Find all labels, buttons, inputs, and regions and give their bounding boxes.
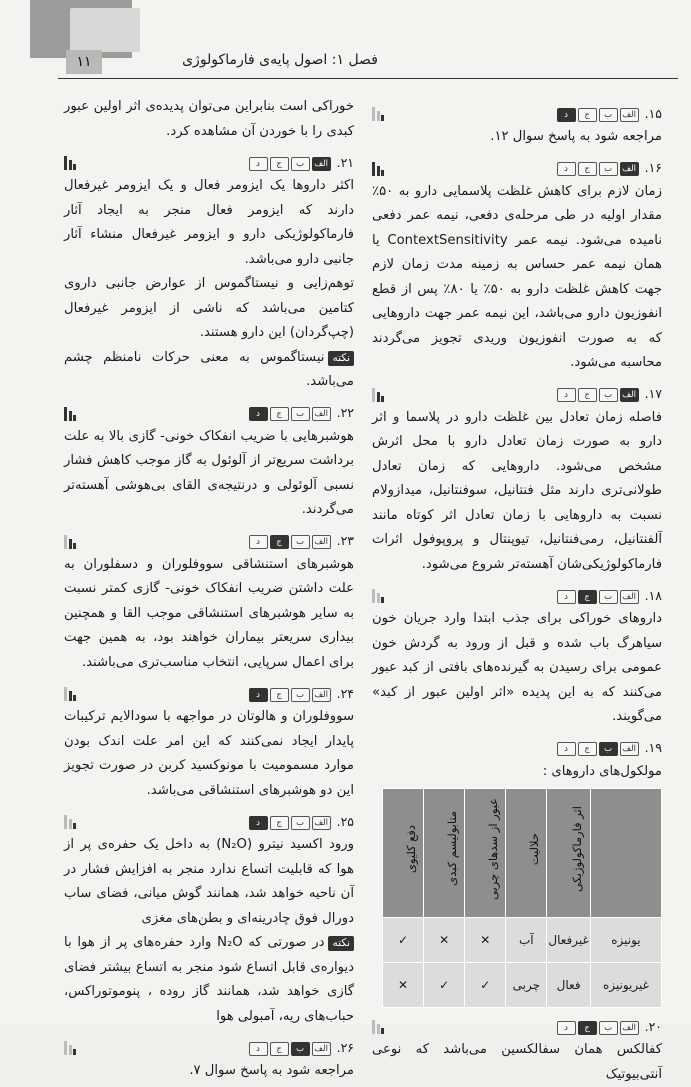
answer-option-box: د [249,688,268,702]
difficulty-bar [64,687,67,701]
question-number: ۲۱. [336,154,354,170]
difficulty-bar [64,535,67,549]
difficulty-bar [69,691,72,701]
answer-options [247,810,331,835]
question-header [64,811,354,833]
answer-text: اکثر داروها یک ایزومر فعال و یک ایزومر غیرفعال دارند که ایزومر فعال منجر به ایجاد آثار فارماکولوژیکی دارو و ایزومر غیرفعال منشاء آثار جانبی دارو می‌باشد. [64,178,354,267]
answer-text: فاصله زمان تعادل بین غلظت دارو در پلاسما و اثر دارو به صورت زمان تعادل دارو با محل اثرش مشخص می‌شود. داروهایی که زمان تعادل طولانی‌تری دارند مثل فنتانیل، سوفنتانیل، میدازولام نسبت به داروهایی با زمان تعادل اثر کوتاه مانند آلفنتانیل، رمی‌فنتانیل، تیوپنتال و پروپوفول اثرات فارماکولوژیکی‌شان آهسته‌تر شروع می‌شود. [372,409,662,572]
answer-option-box: ج [270,407,289,421]
answer-text: کفالکس همان سفالکسین می‌باشد که نوعی آنتی‌بیوتیک [372,1042,662,1082]
difficulty-bar [64,815,67,829]
answer-text: سووفلوران و هالوتان در مواجهه با سودالایم ترکیبات پایدار ایجاد نمی‌کنند که این امر علت اندک بودن موارد مسمومیت با مونوکسید کربن در صورت تجویز این دو هوشبرهای استنشاقی می‌باشد. [64,709,354,798]
difficulty-bar [372,1020,375,1034]
difficulty-icon [64,815,76,829]
answer-option-box: الف [312,157,331,171]
table-header [547,789,591,918]
answer-option-box: ج [578,590,597,604]
answer-option-box: الف [620,388,639,402]
answer-option-box: د [249,407,268,421]
answer-option-box: ج [270,535,289,549]
answer-options [555,156,639,181]
question-24 [64,683,354,803]
table-header-label: اثر فارماکولوژیکی [570,805,585,892]
table-header [383,789,424,918]
question-number: ۲۵. [336,813,354,829]
answer-option-box: د [557,388,576,402]
answer-text: ورود اکسید نیترو (N₂O) به داخل یک حفره‌ی پر از هوا که قابلیت اتساع ندارد منجر به افزایش فشار در آن ناحیه خواهد شد، همانند گوش میانی، فضای ساب دورال فوق چادرینه‌ای و بطن‌های مغزی [64,837,354,926]
table-cell: ✕ [383,963,424,1008]
answer-option-box: الف [312,407,331,421]
answer-options [247,401,331,426]
question-number: ۲۴. [336,685,354,701]
answer-option-box: ج [578,108,597,122]
answer-option-box: ب [291,688,310,702]
question-header [64,1037,354,1059]
question-header [372,158,662,180]
answer-options [247,1036,331,1061]
page-number: ۱۱ [66,50,102,74]
question-header [64,531,354,553]
answer-options [555,584,639,609]
table-header-label: دفع کلیوی [403,824,418,873]
answer-option-box: ج [270,816,289,830]
difficulty-icon [372,388,384,402]
table-header [465,789,506,918]
answer-option-box: الف [312,688,331,702]
answer-option-box: ب [291,407,310,421]
difficulty-icon [372,107,384,121]
difficulty-bar [73,164,76,170]
answer-option-box: ج [578,1021,597,1035]
answer-text: مراجعه شود به پاسخ سوال ۱۲. [490,129,662,144]
difficulty-bar [69,819,72,829]
difficulty-bar [69,411,72,421]
answer-options [247,529,331,554]
note-badge: نکته [328,936,354,951]
difficulty-bar [73,695,76,701]
note-paragraph [64,931,354,1029]
question-number: ۲۶. [336,1039,354,1055]
answer-text: زمان لازم برای کاهش غلظت پلاسمایی دارو به ۵۰٪ مقدار اولیه در طی مرحله‌ی دفعی، نیمه عمر دفعی نامیده می‌شود. نیمه عمر ContextSensitivity یا همان نیمه عمر حساس به زمینه مدت زمان لازم جهت کاهش غلظت دارو به ۵۰٪ یا ۸۰٪ پس از قطع انفوزیون دارو می‌باشد، این نیمه عمر جهت داروهایی که به صورت انفوزیون وریدی تجویز می‌گردند محاسبه می‌شود. [372,183,663,370]
continued-text: خوراکی است بنابراین می‌توان پدیده‌ی اثر اولین عبور کبدی را با خوردن آن مشاهده کرد. [64,99,354,139]
difficulty-bar [377,593,380,603]
answer-text: مراجعه شود به پاسخ سوال ۷. [189,1063,354,1078]
difficulty-bar [64,407,67,421]
difficulty-bar [372,589,375,603]
table-header [506,789,547,918]
question-header [64,683,354,705]
answer-option-box: ج [578,162,597,176]
difficulty-bar [381,115,384,121]
difficulty-bar [64,1041,67,1055]
question-15 [372,103,662,150]
answer-options [555,102,639,127]
answer-option-box: الف [312,816,331,830]
difficulty-bar [372,388,375,402]
table-header-row [383,789,662,918]
table-cell: ✓ [383,918,424,963]
question-20 [372,1016,662,1087]
difficulty-bar [372,162,375,176]
question-number: ۱۵. [644,105,662,121]
difficulty-bar [64,156,67,170]
table-cell: آب [506,918,547,963]
answer-text: هوشبرهایی با ضریب انفکاک خونی- گازی بالا به علت برداشت سریع‌تر از آلوئول به گاز موجب کاهش فشار نسبی آلوئولی و درنتیجه‌ی القای بی‌هوشی آهسته‌تر می‌گردند. [64,428,354,517]
answer-option-box: د [249,535,268,549]
answer-option-box: الف [620,590,639,604]
question-header [64,152,354,174]
answer-option-box: د [557,108,576,122]
difficulty-bar [69,1045,72,1055]
difficulty-bar [381,170,384,176]
drug-molecules-table [382,788,662,1008]
table-row [383,918,662,963]
difficulty-icon [372,162,384,176]
answer-option-box: د [557,590,576,604]
question-number: ۱۹. [644,740,662,756]
answer-options [555,382,639,407]
answer-options [555,736,639,761]
question-header [372,738,662,760]
difficulty-bar [73,823,76,829]
difficulty-bar [69,160,72,170]
question-26 [64,1037,354,1084]
answer-options [247,151,331,176]
answer-option-box: الف [620,162,639,176]
question-number: ۱۸. [644,587,662,603]
question-header [372,1016,662,1038]
answer-option-box: د [249,1042,268,1056]
question-number: ۱۶. [644,160,662,176]
question-number: ۲۰. [644,1018,662,1034]
difficulty-bar [377,1024,380,1034]
answer-text: داروهای خوراکی برای جذب ابتدا وارد جریان خون سیاهرگ باب شده و قبل از ورود به گردش خون عمومی برای رسیدن به گیرنده‌های بافتی از کبد عبور می‌کنند که به این پدیده «اثر اولین عبور از کبد» می‌گویند. [372,611,662,724]
table-row-label: یونیزه [590,918,661,963]
question-16 [372,158,662,376]
answer-option-box: الف [312,535,331,549]
answer-option-box: ب [291,816,310,830]
table-cell: چربی [506,963,547,1008]
question-17 [372,384,662,578]
question-header [372,585,662,607]
table-cell: ✕ [465,918,506,963]
chapter-title: فصل ۱: اصول پایه‌ی فارماکولوژی [182,52,378,68]
difficulty-bar [73,543,76,549]
difficulty-icon [64,687,76,701]
question-18 [372,585,662,730]
table-cell: ✓ [465,963,506,1008]
difficulty-bar [372,107,375,121]
question-header [372,384,662,406]
question-header [372,103,662,125]
table-corner-cell [590,789,661,918]
answer-option-box: ب [291,157,310,171]
question-25 [64,811,354,1029]
right-column [372,95,662,1087]
answer-options [247,682,331,707]
answer-option-box: د [249,816,268,830]
answer-option-box: ب [599,108,618,122]
answer-option-box: ج [270,688,289,702]
question-21 [64,152,354,395]
answer-option-box: ج [270,157,289,171]
table-cell: ✕ [424,918,465,963]
difficulty-bar [73,415,76,421]
note-text: نیستاگموس به معنی حرکات نامنظم چشم می‌باشد. [64,349,354,389]
difficulty-bar [73,1049,76,1055]
table-row-label: غیریونیزه [590,963,661,1008]
answer-option-box: الف [620,108,639,122]
answer-option-box: الف [312,1042,331,1056]
answer-option-box: ج [578,742,597,756]
answer-options [555,1015,639,1040]
answer-option-box: ب [599,162,618,176]
question-22 [64,403,354,523]
question-header [64,403,354,425]
difficulty-icon [64,156,76,170]
table-header-label: عبور از سدهای چربی [485,797,500,900]
answer-option-box: ب [291,535,310,549]
difficulty-icon [64,535,76,549]
answer-option-box: ب [291,1042,310,1056]
table-cell: ✓ [424,963,465,1008]
difficulty-bar [377,111,380,121]
question-number: ۲۳. [336,533,354,549]
answer-text: هوشبرهای استنشاقی سووفلوران و دسفلوران به علت داشتن ضریب انفکاک خونی- گازی کمتر نسبت به سایر هوشبرهای استنشاقی موجب القا و همچنین بیداری سریعتر بیماران خواهند بود، به همین جهت برای اعمال سرپایی، انتخاب مناسب‌تری می‌باشند. [64,556,354,670]
answer-option-box: ب [599,590,618,604]
note-paragraph [64,346,354,395]
note-text: در صورتی که N₂O وارد حفره‌های پر از هوا با دیواره‌ی قابل اتساع شود منجر به اتساع بیشتر فضای گازی خواهد شد، همانند گاز روده ، پنوموتوراکس، حباب‌های ریه، آمبولی هوا [64,935,354,1024]
answer-text: مولکول‌های داروهای : [542,763,662,779]
table-cell: فعال [547,963,591,1008]
table-header-label: متابولیسم کبدی [444,811,459,887]
difficulty-bar [377,166,380,176]
difficulty-icon [64,407,76,421]
question-23 [64,531,354,676]
difficulty-icon [64,1041,76,1055]
left-column [64,95,354,1084]
answer-option-box: ب [599,742,618,756]
difficulty-bar [381,1028,384,1034]
difficulty-bar [381,597,384,603]
table-row [383,963,662,1008]
difficulty-icon [372,1020,384,1034]
answer-option-box: الف [620,742,639,756]
difficulty-bar [69,539,72,549]
question-19 [372,738,662,1009]
question-number: ۲۲. [336,405,354,421]
difficulty-bar [377,392,380,402]
difficulty-bar [381,396,384,402]
answer-option-box: الف [620,1021,639,1035]
answer-option-box: ب [599,1021,618,1035]
answer-text: توهم‌زایی و نیستاگموس از عوارض جانبی داروی کتامین می‌باشد که ناشی از ایزومر غیرفعال (چپ‌گردان) این دارو هستند. [64,276,354,340]
answer-option-box: ب [599,388,618,402]
table-header [424,789,465,918]
difficulty-icon [372,589,384,603]
answer-option-box: د [557,742,576,756]
answer-option-box: د [249,157,268,171]
question-number: ۱۷. [644,386,662,402]
answer-option-box: د [557,162,576,176]
note-badge: نکته [328,351,354,366]
answer-option-box: د [557,1021,576,1035]
table-header-label: حلالیت [526,832,541,865]
answer-option-box: ج [578,388,597,402]
answer-option-box: ج [270,1042,289,1056]
table-cell: غیرفعال [547,918,591,963]
